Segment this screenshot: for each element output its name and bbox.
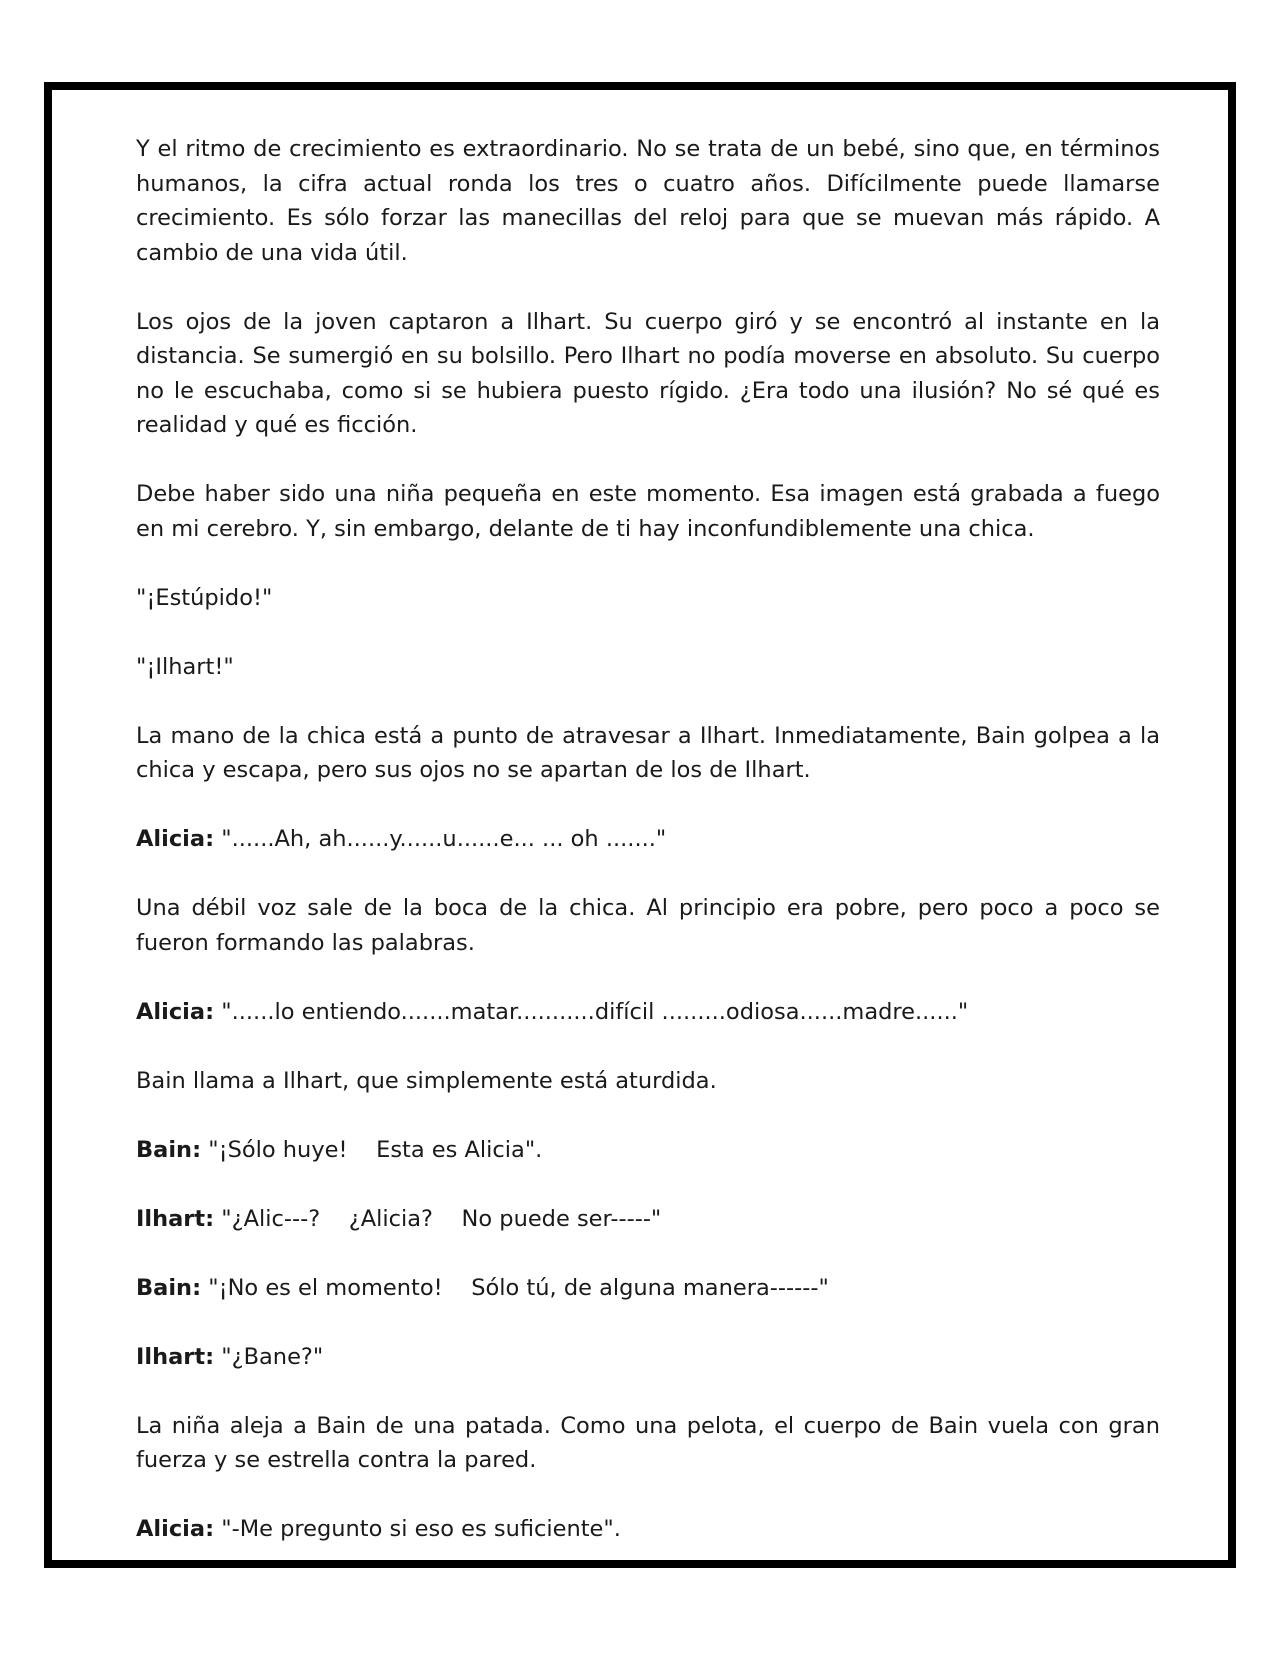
- dialogue-text: "¿Alic---? ¿Alicia? No puede ser-----": [214, 1205, 662, 1232]
- paragraph-15: La niña aleja a Bain de una patada. Como una pelota, el cuerpo de Bain vuela con gran fuerza y se estrella contra la pared.: [136, 1412, 1160, 1473]
- speaker-name: Alicia:: [136, 826, 215, 852]
- paragraph-8: Una débil voz sale de la boca de la chica. Al principio era pobre, pero poco a poco se fueron formando las palabras.: [136, 895, 1160, 956]
- dialogue-text: "¿Bane?": [214, 1343, 324, 1370]
- paragraph-2: Los ojos de la joven captaron a Ilhart. Su cuerpo giró y se encontró al instante en la distancia. Se sumergió en su bolsillo. Pero Ilhart no podía moverse en absoluto. Su cuerpo no le escuchaba, como si se hubiera puesto rígido. ¿Era todo una ilusión? No sé qué es realidad y qué es ficción.: [136, 308, 1160, 438]
- dialogue-text: "¡No es el momento! Sólo tú, de alguna manera------": [201, 1274, 829, 1301]
- dialogue-text: "-Me pregunto si eso es suficiente".: [214, 1516, 621, 1542]
- dialogue-text: "¡Sólo huye! Esta es Alicia".: [201, 1136, 543, 1163]
- speaker-name: Ilhart:: [136, 1343, 215, 1370]
- dialogue-alicia-1: [136, 822, 1160, 857]
- dialogue-bain-1: [136, 1133, 1160, 1168]
- dialogue-line-ilhart-shout: "¡Ilhart!": [136, 653, 234, 680]
- speaker-name: Ilhart:: [136, 1205, 215, 1232]
- paragraph-1: Y el ritmo de crecimiento es extraordinario. No se trata de un bebé, sino que, en términos humanos, la cifra actual ronda los tres o cuatro años. Difícilmente puede llamarse crecimiento. Es sólo forzar las manecillas del reloj para que se muevan más rápido. A cambio de una vida útil.: [136, 136, 1160, 266]
- dialogue-text: "......Ah, ah......y......u......e... ... oh .......": [214, 826, 667, 852]
- speaker-name: Alicia:: [136, 998, 215, 1025]
- dialogue-bain-2: [136, 1271, 1160, 1306]
- paragraph-6: La mano de la chica está a punto de atravesar a Ilhart. Inmediatamente, Bain golpea a la chica y escapa, pero sus ojos no se apartan de los de Ilhart.: [136, 722, 1160, 783]
- document-body: [136, 132, 1160, 1547]
- paragraph-3: Debe haber sido una niña pequeña en este momento. Esa imagen está grabada a fuego en mi cerebro. Y, sin embargo, delante de ti hay inconfundiblemente una chica.: [136, 481, 1160, 542]
- page-frame: [44, 82, 1236, 1568]
- speaker-name: Alicia:: [136, 1516, 215, 1542]
- dialogue-line-estupido: "¡Estúpido!": [136, 584, 273, 611]
- dialogue-text: "......lo entiendo.......matar...........difícil .........odiosa......madre......": [214, 998, 969, 1025]
- dialogue-alicia-2: [136, 995, 1160, 1030]
- speaker-name: Bain:: [136, 1136, 202, 1163]
- paragraph-10: Bain llama a Ilhart, que simplemente está aturdida.: [136, 1067, 717, 1094]
- speaker-name: Bain:: [136, 1274, 202, 1301]
- dialogue-ilhart-2: [136, 1340, 1160, 1375]
- dialogue-alicia-3: [136, 1512, 1160, 1547]
- dialogue-ilhart-1: [136, 1202, 1160, 1237]
